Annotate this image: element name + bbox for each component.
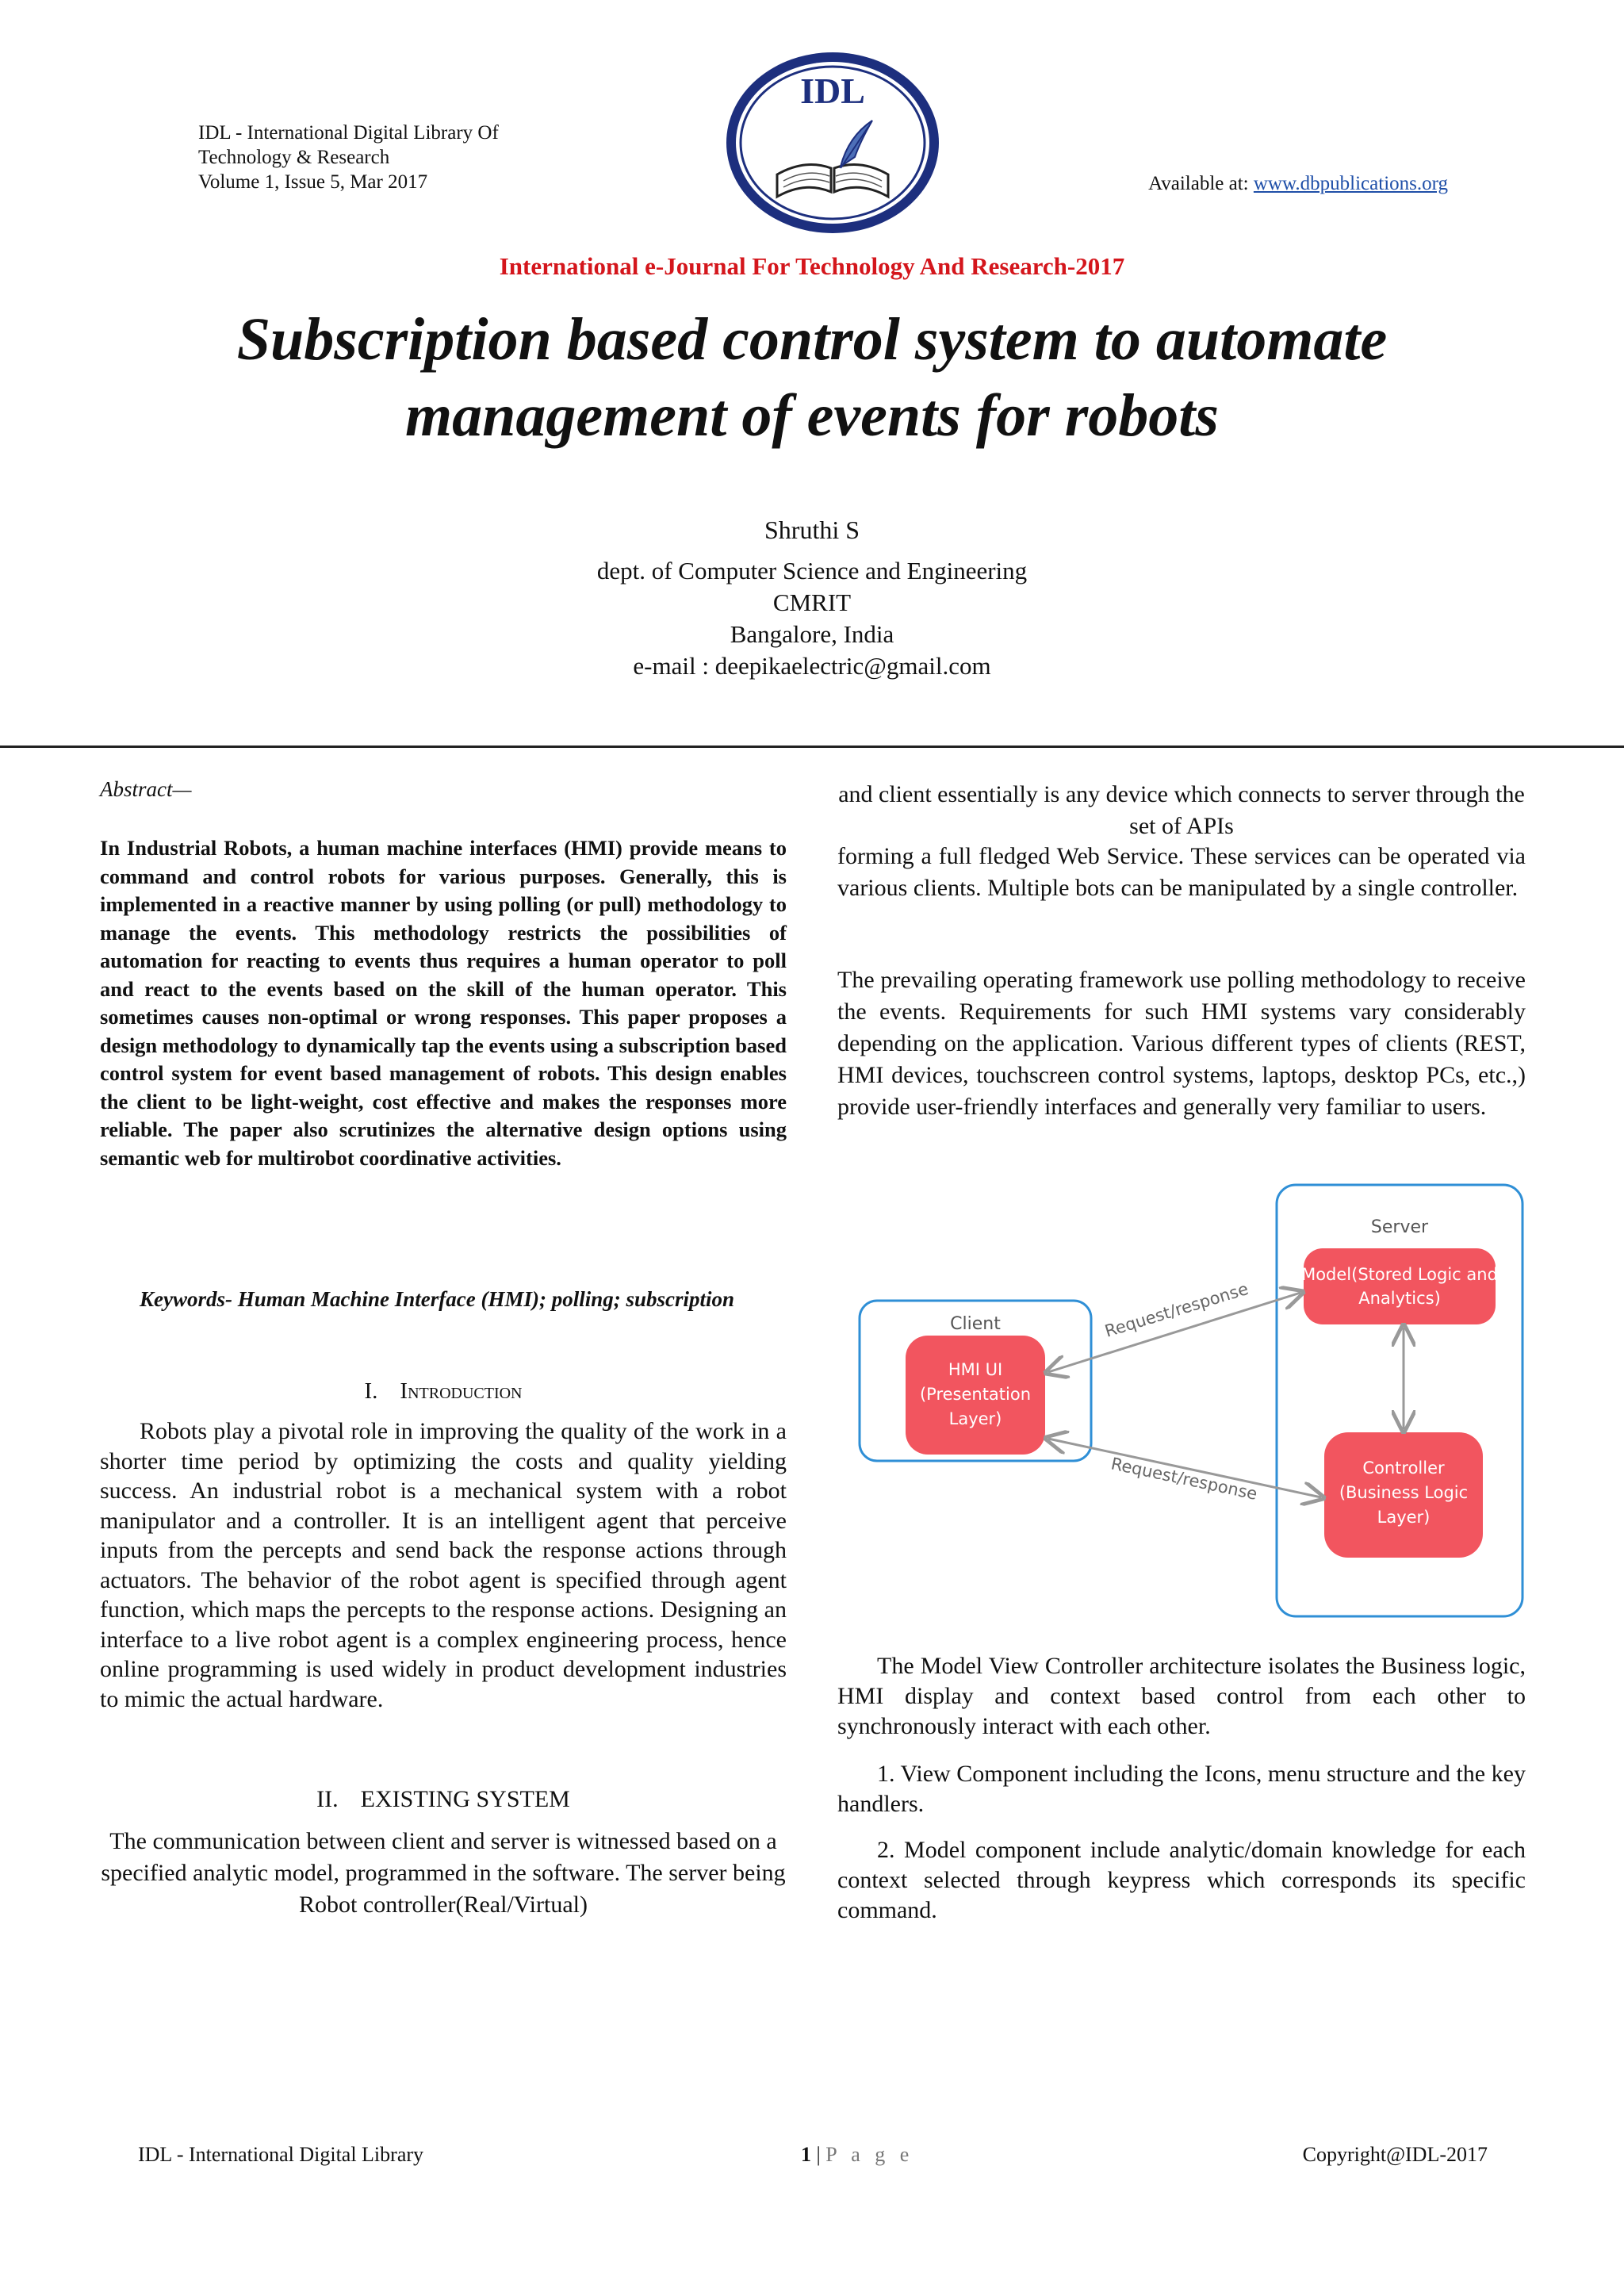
- author-name: Shruthi S: [764, 516, 860, 544]
- affiliation-line: dept. of Computer Science and Engineering: [596, 557, 1028, 585]
- client-label: Client: [950, 1314, 1001, 1334]
- list-item: 1. View Component including the Icons, menu structure and the key handlers.: [837, 1761, 1526, 1817]
- controller-label: Layer): [1377, 1508, 1431, 1527]
- author-affiliation: [0, 555, 1624, 682]
- footer-page: [801, 2143, 914, 2167]
- model-label: Model(Stored Logic and: [1301, 1265, 1498, 1284]
- arrow-label-top: Request/response: [1102, 1278, 1251, 1341]
- logo-text: IDL: [800, 71, 865, 111]
- affiliation-line: Bangalore, India: [730, 620, 894, 648]
- section-heading-existing-system: [100, 1786, 787, 1813]
- header-publisher-info: [198, 121, 499, 194]
- footer-library: IDL - International Digital Library: [138, 2143, 424, 2166]
- server-label: Server: [1370, 1217, 1429, 1237]
- page-separator: |: [811, 2143, 826, 2166]
- controller-label: (Business Logic: [1339, 1483, 1469, 1502]
- paragraph: and client essentially is any device which connects to server through the set of APIs: [838, 781, 1525, 839]
- affiliation-line: CMRIT: [772, 588, 852, 616]
- email-line: e-mail : deepikaelectric@gmail.com: [633, 652, 991, 680]
- section-title: Introduction: [400, 1378, 523, 1404]
- header-line: IDL - International Digital Library Of: [198, 122, 499, 144]
- mvc-architecture-diagram: [848, 1180, 1530, 1624]
- section-title: EXISTING SYSTEM: [360, 1786, 570, 1812]
- header-line: Volume 1, Issue 5, Mar 2017: [198, 171, 428, 193]
- website-link[interactable]: www.dbpublications.org: [1253, 173, 1448, 194]
- header-line: Technology & Research: [198, 147, 390, 168]
- page-word: P a g e: [825, 2143, 914, 2166]
- header-divider: [0, 746, 1624, 748]
- arrow-label-bottom: Request/response: [1109, 1454, 1259, 1504]
- existing-system-paragraph: The communication between client and server is witnessed based on a specified analytic model, programmed in the software. The server being Robot controller(Real/Virtual): [101, 1828, 786, 1918]
- hmi-label: Layer): [948, 1409, 1002, 1428]
- footer-copyright: Copyright@IDL-2017: [1302, 2143, 1488, 2166]
- page-number: 1: [801, 2143, 811, 2166]
- introduction-paragraph: Robots play a pivotal role in improving the quality of the work in a shorter time period by optimizing the costs and quality yielding success. An industrial robot is a mechanical system with a robot manipulator and a controller. It is an intelligent agent that perceive inputs from the percepts and send back the response actions through actuators. The behavior of the robot agent is specified through agent function, which maps the percepts to the response actions. Designing an interface to a live robot agent is a complex engineering process, hence online programming is used widely in product development industries to mimic the actual hardware.: [100, 1418, 787, 1712]
- paragraph: forming a full fledged Web Service. These services can be operated via various clients. Multiple bots can be manipulated by a single controller.: [837, 843, 1526, 901]
- journal-name: International e-Journal For Technology And Research-2017: [499, 252, 1125, 280]
- availability-note: [1148, 173, 1448, 195]
- section-heading-introduction: [100, 1378, 787, 1405]
- model-label: Analytics): [1358, 1289, 1441, 1308]
- hmi-label: (Presentation: [919, 1385, 1032, 1404]
- paragraph: The prevailing operating framework use polling methodology to receive the events. Requirements for such HMI systems vary considerably depending on the application. Various different types of clients (REST, HMI devices, touchscreen control systems, laptops, desktop PCs, etc.,) provide user-friendly interfaces and generally very familiar to users.: [837, 967, 1526, 1120]
- section-number: II.: [316, 1786, 339, 1812]
- model-box: [1304, 1248, 1496, 1324]
- controller-label: Controller: [1362, 1458, 1445, 1478]
- paper-title: Subscription based control system to automate management of events for robots: [236, 306, 1388, 449]
- paragraph: The Model View Controller architecture isolates the Business logic, HMI display and context based control from each other to synchronously interact with each other.: [837, 1653, 1526, 1739]
- abstract-body: In Industrial Robots, a human machine interfaces (HMI) provide means to command and control robots for various purposes. Generally, this is implemented in a reactive manner by using polling (or pull) methodology to manage the events. This methodology restricts the possibilities of automation for reacting to events thus requires a human operator to poll and react to the events based on the skill of the human operator. This sometimes causes non-optimal or wrong responses. This paper proposes a design methodology to dynamically tap the events using a subscription based control system for event based management of robots. This design enables the client to be light-weight, cost effective and makes the responses more reliable. The paper also scrutinizes the alternative design options using semantic web for multirobot coordinative activities.: [100, 836, 787, 1170]
- list-item: 2. Model component include analytic/domain knowledge for each context selected through keypress which corresponds its specific command.: [837, 1837, 1526, 1923]
- abstract-label: Abstract—: [100, 777, 192, 801]
- hmi-label: HMI UI: [948, 1360, 1003, 1379]
- section-number: I.: [364, 1378, 378, 1404]
- available-label: Available at:: [1148, 173, 1254, 194]
- idl-logo: [722, 48, 944, 238]
- keywords: Keywords- Human Machine Interface (HMI); polling; subscription: [140, 1287, 735, 1311]
